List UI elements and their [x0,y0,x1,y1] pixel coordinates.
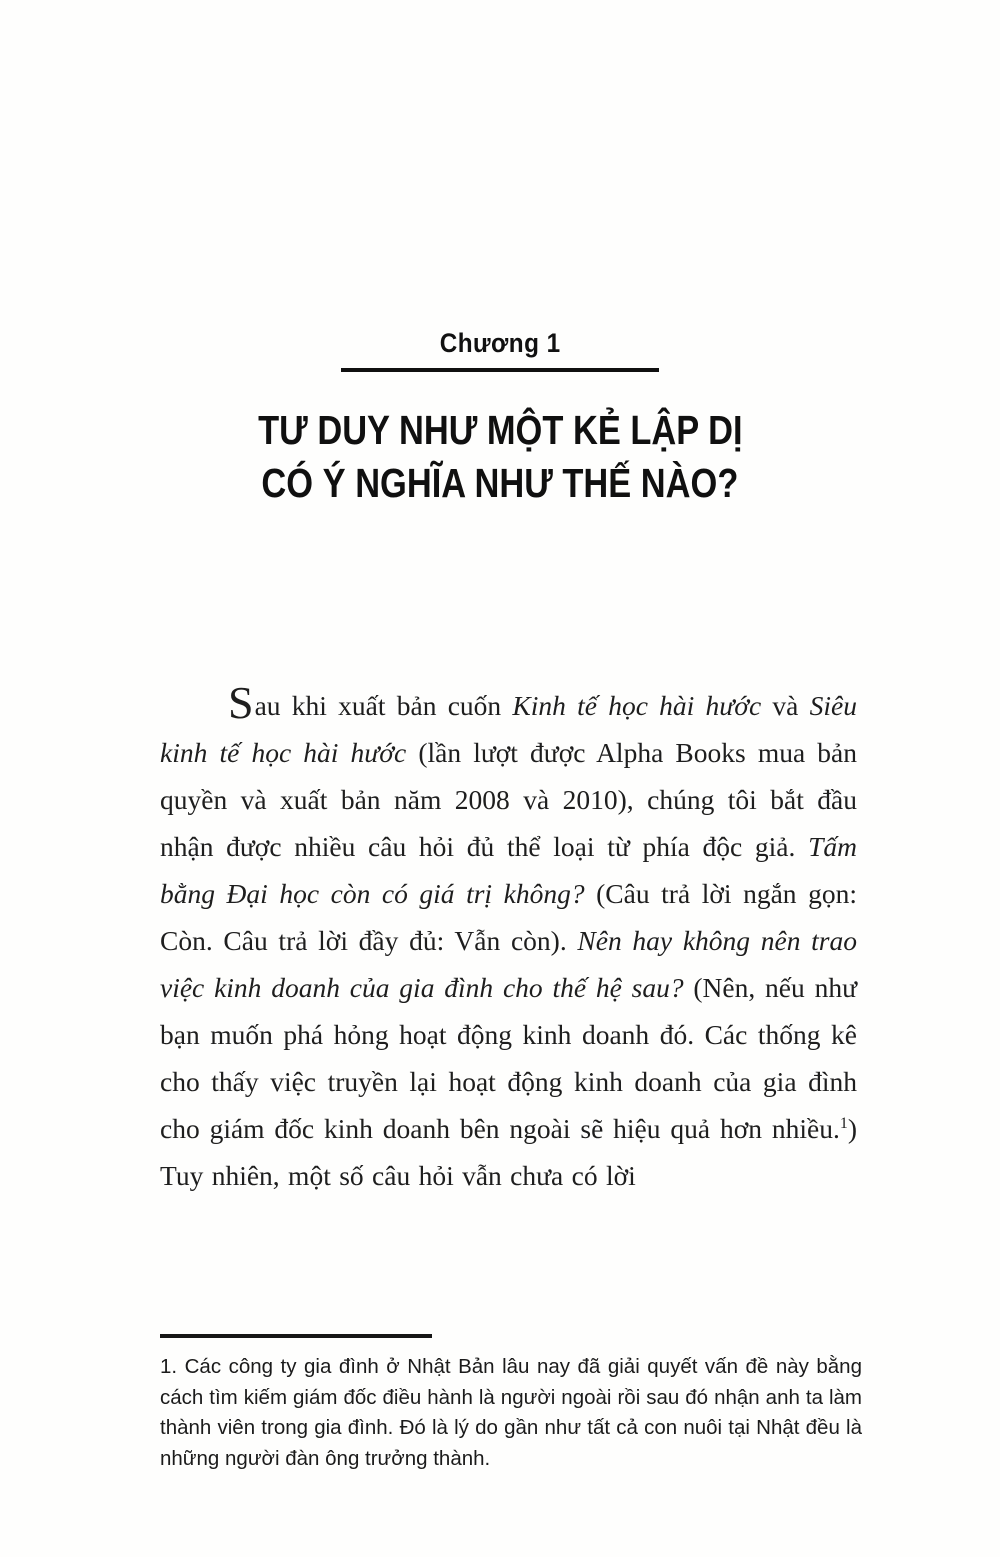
body-segment: Siêu kinh tế học hài hước [160,690,857,768]
chapter-label-text: Chương 1 [439,328,561,358]
body-segment: (Câu trả lời ngắn gọn: Còn. Câu trả lời đầy đủ: Vẫn còn). [160,878,857,956]
chapter-title-line1: TƯ DUY NHƯ MỘT KẺ LẬP DỊ [257,407,743,453]
body-segment: (Nên, nếu như bạn muốn phá hỏng hoạt động kinh doanh đó. Các thống kê cho thấy việc truyền lại hoạt động kinh doanh của gia đình cho giám đốc kinh doanh bên ngoài sẽ hiệu quả hơn nhiều. [160,972,857,1144]
chapter-title-line2: CÓ Ý NGHĨA NHƯ THẾ NÀO? [261,460,739,506]
body-segment: Nên hay không nên trao việc kinh doanh của gia đình cho thế hệ sau? [160,925,857,1003]
body-segment: Kinh tế học hài hước [512,690,762,721]
body-segment: (lần lượt được Alpha Books mua bản quyền và xuất bản năm 2008 và 2010), chúng tôi bắt đầu nhận được nhiều câu hỏi đủ thể loại từ phía độc giả. [160,737,858,862]
body-segment: và [761,690,810,721]
chapter-title [0,404,1000,510]
footnote-rule [160,1334,432,1338]
body-paragraph [160,677,858,1199]
drop-cap: S [228,677,255,728]
body-segments [160,690,857,1191]
footnote-text: 1. Các công ty gia đình ở Nhật Bản lâu nay đã giải quyết vấn đề này bằng cách tìm kiếm giám đốc điều hành là người ngoài rồi sau đó nhận anh ta làm thành viên trong gia đình. Đó là lý do gần như tất cả con nuôi tại Nhật đều là những người đàn ông trưởng thành. [160,1355,862,1470]
chapter-header [0,328,1000,510]
chapter-rule [341,368,659,372]
chapter-label [0,328,1000,359]
body-segment: Tấm bằng Đại học còn có giá trị không? [160,831,857,909]
body-segment: ) Tuy nhiên, một số câu hỏi vẫn chưa có lời [160,1113,857,1191]
body-segment: au khi xuất bản cuốn [254,690,513,721]
body-segment: 1 [839,1114,848,1132]
